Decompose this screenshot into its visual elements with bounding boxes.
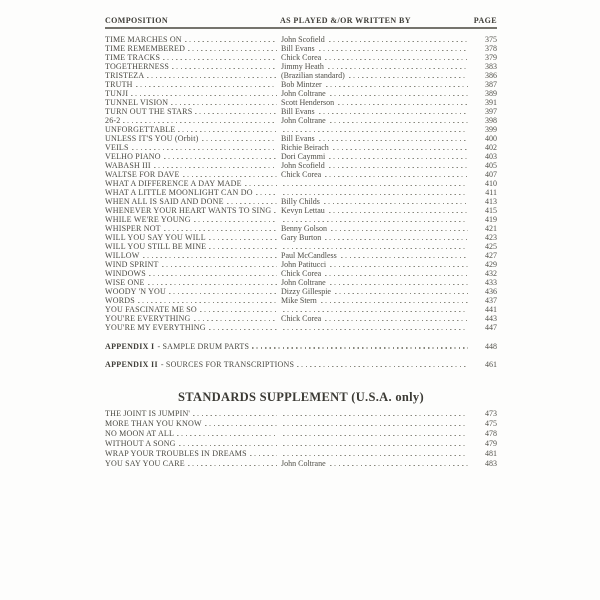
page-number: 429 xyxy=(485,260,497,269)
dot-leader xyxy=(195,113,277,114)
toc-row xyxy=(105,429,497,439)
column-header-played-by: AS PLAYED &/OR WRITTEN BY xyxy=(280,16,411,25)
composition-cell xyxy=(105,251,280,260)
dot-leader xyxy=(330,465,468,466)
dot-leader xyxy=(193,415,277,416)
composition-cell xyxy=(105,215,280,224)
composer-name: Bill Evans xyxy=(281,44,315,53)
dot-leader xyxy=(194,221,277,222)
composer-name: Dori Caymmi xyxy=(281,152,326,161)
page-number: 421 xyxy=(485,224,497,233)
toc-row xyxy=(105,251,497,260)
composition-title: YOU FASCINATE ME SO xyxy=(105,305,197,314)
dot-leader xyxy=(283,221,468,222)
composition-cell xyxy=(105,242,280,251)
dot-leader xyxy=(138,302,277,303)
toc-row xyxy=(105,206,497,215)
toc-row xyxy=(105,107,497,116)
composition-title: TIME MARCHES ON xyxy=(105,35,182,44)
composition-cell xyxy=(105,323,280,332)
composition-title: TOGETHERNESS xyxy=(105,62,170,71)
page-number: 410 xyxy=(485,179,497,188)
appendix-label-bold: APPENDIX II xyxy=(105,360,158,369)
composer-name: Dizzy Gillespie xyxy=(281,287,331,296)
page-number: 415 xyxy=(485,206,497,215)
dot-leader xyxy=(209,239,277,240)
page-number: 375 xyxy=(485,35,497,44)
dot-leader xyxy=(329,158,468,159)
page-number: 425 xyxy=(485,242,497,251)
composer-name: John Scofield xyxy=(281,161,325,170)
composition-cell xyxy=(105,296,280,305)
dot-leader xyxy=(283,435,468,436)
supplement-heading: STANDARDS SUPPLEMENT (U.S.A. only) xyxy=(178,390,424,404)
dot-leader xyxy=(297,366,468,367)
page-number: 478 xyxy=(485,429,497,438)
toc-list xyxy=(105,35,497,332)
dot-leader xyxy=(164,230,277,231)
dot-leader xyxy=(331,230,468,231)
dot-leader xyxy=(325,275,468,276)
dot-leader xyxy=(326,86,468,87)
page-number: 483 xyxy=(485,459,497,468)
page-number: 461 xyxy=(485,360,497,369)
composer-name: Chick Corea xyxy=(281,314,322,323)
dot-leader xyxy=(169,293,277,294)
toc-row xyxy=(105,71,497,80)
dot-leader xyxy=(283,185,468,186)
page-number: 481 xyxy=(485,449,497,458)
composer-name: Mike Stern xyxy=(281,296,317,305)
composition-title: VEILS xyxy=(105,143,129,152)
composer-name: John Coltrane xyxy=(281,278,326,287)
composition-cell xyxy=(105,287,280,296)
dot-leader xyxy=(149,275,277,276)
dot-leader xyxy=(283,425,468,426)
composer-name: John Coltrane xyxy=(281,459,326,468)
composition-title: WOODY 'N YOU xyxy=(105,287,167,296)
supplement-list xyxy=(105,409,497,469)
composer-name: Chick Corea xyxy=(281,269,322,278)
toc-row xyxy=(105,143,497,152)
page-number: 427 xyxy=(485,251,497,260)
composition-cell xyxy=(105,419,280,429)
dot-leader xyxy=(177,435,277,436)
composition-cell xyxy=(105,233,280,242)
composition-title: THE JOINT IS JUMPIN' xyxy=(105,409,191,418)
composition-cell xyxy=(105,269,280,278)
composer-name: Bill Evans xyxy=(281,134,315,143)
toc-row xyxy=(105,323,497,332)
composition-cell xyxy=(105,188,280,197)
composition-title: WALTSE FOR DAVE xyxy=(105,170,180,179)
composition-title: WILL YOU SAY YOU WILL xyxy=(105,233,206,242)
dot-leader xyxy=(205,425,277,426)
toc-row xyxy=(105,439,497,449)
composition-cell xyxy=(105,170,280,179)
composition-title: WHAT A DIFFERENCE A DAY MADE xyxy=(105,179,242,188)
composition-cell xyxy=(105,44,280,53)
composition-title: WIND SPRINT xyxy=(105,260,159,269)
composition-title: WORDS xyxy=(105,296,135,305)
dot-leader xyxy=(330,95,468,96)
composition-title: WILL YOU STILL BE MINE xyxy=(105,242,207,251)
toc-row xyxy=(105,62,497,71)
dot-leader xyxy=(283,415,468,416)
page-number: 397 xyxy=(485,107,497,116)
composition-title: TUNJI xyxy=(105,89,129,98)
toc-row xyxy=(105,314,497,323)
page-number: 413 xyxy=(485,197,497,206)
composition-cell xyxy=(105,197,280,206)
toc-row xyxy=(105,269,497,278)
composer-name: Benny Golson xyxy=(281,224,327,233)
composer-name: Chick Corea xyxy=(281,170,322,179)
dot-leader xyxy=(325,176,468,177)
dot-leader xyxy=(202,140,277,141)
dot-leader xyxy=(132,149,277,150)
composition-cell xyxy=(105,125,280,134)
dot-leader xyxy=(172,68,277,69)
dot-leader xyxy=(171,104,277,105)
composition-title: MORE THAN YOU KNOW xyxy=(105,419,202,428)
appendix-row xyxy=(105,360,497,369)
dot-leader xyxy=(256,194,277,195)
page-number: 403 xyxy=(485,152,497,161)
toc-row xyxy=(105,152,497,161)
composition-title: WILLOW xyxy=(105,251,140,260)
composition-title: WHENEVER YOUR HEART WANTS TO SING xyxy=(105,206,272,215)
appendix-row xyxy=(105,342,497,351)
dot-leader xyxy=(148,284,277,285)
dot-leader xyxy=(188,465,277,466)
composition-title: WABASH III xyxy=(105,161,151,170)
toc-row xyxy=(105,116,497,125)
dot-leader xyxy=(245,185,277,186)
composition-cell xyxy=(105,80,280,89)
dot-leader xyxy=(283,131,468,132)
composer-name: Paul McCandless xyxy=(281,251,337,260)
dot-leader xyxy=(209,248,277,249)
dot-leader xyxy=(252,347,468,348)
page-number: 419 xyxy=(485,215,497,224)
dot-leader xyxy=(163,59,277,60)
toc-row xyxy=(105,44,497,53)
composition-title: WHISPER NOT xyxy=(105,224,161,233)
composer-name: Bill Evans xyxy=(281,107,315,116)
composition-cell xyxy=(105,439,280,449)
table-header xyxy=(105,16,497,25)
page-number: 400 xyxy=(485,134,497,143)
column-header-composition: COMPOSITION xyxy=(105,16,169,25)
dot-leader xyxy=(147,77,277,78)
composer-name: John Scofield xyxy=(281,35,325,44)
composer-name: Billy Childs xyxy=(281,197,320,206)
composition-cell xyxy=(105,89,280,98)
dot-leader xyxy=(338,104,468,105)
supplement-section xyxy=(105,390,497,469)
composition-cell xyxy=(105,143,280,152)
dot-leader xyxy=(325,239,468,240)
dot-leader xyxy=(200,311,277,312)
dot-leader xyxy=(185,41,277,42)
toc-row xyxy=(105,233,497,242)
toc-row xyxy=(105,89,497,98)
composition-title: TIME REMEMBERED xyxy=(105,44,186,53)
page-number: 383 xyxy=(485,62,497,71)
composition-cell xyxy=(105,449,280,459)
composition-cell xyxy=(105,429,280,439)
page-number: 475 xyxy=(485,419,497,428)
dot-leader xyxy=(283,329,468,330)
dot-leader xyxy=(333,149,468,150)
dot-leader xyxy=(325,320,468,321)
page-number: 448 xyxy=(485,341,497,351)
composer-name: Jimmy Heath xyxy=(281,62,324,71)
toc-row xyxy=(105,53,497,62)
appendix-section xyxy=(105,342,497,370)
page-number: 407 xyxy=(485,170,497,179)
composer-name: Bob Mintzer xyxy=(281,80,322,89)
composition-title: TUNNEL VISION xyxy=(105,98,169,107)
toc-row xyxy=(105,224,497,233)
appendix-label-bold: APPENDIX I xyxy=(105,341,155,351)
dot-leader xyxy=(123,122,277,123)
page-number: 432 xyxy=(485,269,497,278)
dot-leader xyxy=(154,167,277,168)
composition-title: WITHOUT A SONG xyxy=(105,439,176,448)
dot-leader xyxy=(227,203,277,204)
page-number: 379 xyxy=(485,53,497,62)
page-number: 436 xyxy=(485,287,497,296)
composition-title: YOU'RE MY EVERYTHING xyxy=(105,323,206,332)
toc-row xyxy=(105,419,497,429)
dot-leader xyxy=(143,257,277,258)
dot-leader xyxy=(324,203,468,204)
toc-row xyxy=(105,449,497,459)
composer-name: (Brazilian standard) xyxy=(281,71,345,80)
toc-row xyxy=(105,134,497,143)
dot-leader xyxy=(325,59,468,60)
composer-name: John Coltrane xyxy=(281,116,326,125)
toc-row xyxy=(105,80,497,89)
composer-name: Richie Beirach xyxy=(281,143,329,152)
dot-leader xyxy=(319,50,468,51)
toc-row xyxy=(105,125,497,134)
composer-name: John Patitucci xyxy=(281,260,327,269)
composition-title: YOU SAY YOU CARE xyxy=(105,459,185,468)
dot-leader xyxy=(136,86,277,87)
dot-leader xyxy=(319,140,468,141)
dot-leader xyxy=(330,266,468,267)
composition-title: WISE ONE xyxy=(105,278,145,287)
composition-title: WRAP YOUR TROUBLES IN DREAMS xyxy=(105,449,247,458)
dot-leader xyxy=(179,445,277,446)
page-number: 399 xyxy=(485,125,497,134)
page-number: 443 xyxy=(485,314,497,323)
page-number: 405 xyxy=(485,161,497,170)
dot-leader xyxy=(330,122,468,123)
dot-leader xyxy=(183,176,277,177)
composer-name: John Coltrane xyxy=(281,89,326,98)
page-number: 423 xyxy=(485,233,497,242)
toc-row xyxy=(105,35,497,44)
dot-leader xyxy=(283,445,468,446)
page-number: 479 xyxy=(485,439,497,448)
composition-title: WHAT A LITTLE MOONLIGHT CAN DO xyxy=(105,188,253,197)
composer-name: Chick Corea xyxy=(281,53,322,62)
page-number: 391 xyxy=(485,98,497,107)
composition-title: WHEN ALL IS SAID AND DONE xyxy=(105,197,224,206)
composition-cell xyxy=(105,62,280,71)
dot-leader xyxy=(178,131,277,132)
composer-name: Gary Burton xyxy=(281,233,322,242)
toc-row xyxy=(105,215,497,224)
composer-name: Kevyn Lettau xyxy=(281,206,325,215)
composition-title: YOU'RE EVERYTHING xyxy=(105,314,191,323)
composition-title: UNFORGETTABLE xyxy=(105,125,176,134)
dot-leader xyxy=(188,50,277,51)
composition-title: TIME TRACKS xyxy=(105,53,161,62)
composition-cell xyxy=(105,305,280,314)
composition-cell xyxy=(105,116,280,125)
dot-leader xyxy=(283,194,468,195)
page-number: 411 xyxy=(485,188,497,197)
dot-leader xyxy=(328,68,468,69)
page-number: 389 xyxy=(485,89,497,98)
page-number: 402 xyxy=(485,143,497,152)
appendix-label-rest: - SOURCES FOR TRANSCRIPTIONS xyxy=(160,360,295,369)
page-number: 378 xyxy=(485,44,497,53)
toc-row xyxy=(105,188,497,197)
dot-leader xyxy=(283,311,468,312)
composition-cell xyxy=(105,134,280,143)
dot-leader xyxy=(131,95,277,96)
composition-cell xyxy=(105,152,280,161)
toc-row xyxy=(105,305,497,314)
dot-leader xyxy=(250,455,277,456)
header-rule xyxy=(105,27,497,29)
composition-title: WINDOWS xyxy=(105,269,146,278)
dot-leader xyxy=(209,329,277,330)
toc-row xyxy=(105,197,497,206)
composition-title: NO MOON AT ALL xyxy=(105,429,175,438)
column-header-page: PAGE xyxy=(473,16,497,25)
dot-leader xyxy=(274,212,278,213)
dot-leader xyxy=(283,248,468,249)
dot-leader xyxy=(329,167,468,168)
dot-leader xyxy=(335,293,468,294)
dot-leader xyxy=(164,158,277,159)
composition-cell xyxy=(105,98,280,107)
dot-leader xyxy=(341,257,468,258)
composition-cell xyxy=(105,161,280,170)
page-number: 398 xyxy=(485,116,497,125)
composition-title: 26-2 xyxy=(105,116,121,125)
page-number: 386 xyxy=(485,71,497,80)
dot-leader xyxy=(329,41,468,42)
composition-title: UNLESS IT'S YOU (Orbit) xyxy=(105,134,199,143)
composition-title: WHILE WE'RE YOUNG xyxy=(105,215,191,224)
toc-row xyxy=(105,242,497,251)
composition-cell xyxy=(105,35,280,44)
page-number: 447 xyxy=(485,323,497,332)
toc-row xyxy=(105,260,497,269)
composition-cell xyxy=(105,107,280,116)
composition-title: VELHO PIANO xyxy=(105,152,161,161)
composition-cell xyxy=(105,179,280,188)
composition-title: TRISTEZA xyxy=(105,71,145,80)
page-number: 387 xyxy=(485,80,497,89)
composition-cell xyxy=(105,278,280,287)
composition-cell xyxy=(105,53,280,62)
composition-cell xyxy=(105,314,280,323)
composition-cell xyxy=(105,459,280,469)
composition-title: TURN OUT THE STARS xyxy=(105,107,193,116)
toc-row xyxy=(105,98,497,107)
dot-leader xyxy=(283,455,468,456)
composition-cell xyxy=(105,224,280,233)
composition-cell xyxy=(105,260,280,269)
toc-row xyxy=(105,409,497,419)
page-number: 433 xyxy=(485,278,497,287)
dot-leader xyxy=(319,113,468,114)
page-number: 441 xyxy=(485,305,497,314)
dot-leader xyxy=(330,284,468,285)
toc-row xyxy=(105,459,497,469)
appendix-label-rest: - SAMPLE DRUM PARTS xyxy=(157,341,250,351)
composition-cell xyxy=(105,409,280,419)
composition-cell xyxy=(105,206,280,215)
toc-row xyxy=(105,170,497,179)
dot-leader xyxy=(329,212,468,213)
toc-row xyxy=(105,179,497,188)
toc-row xyxy=(105,161,497,170)
dot-leader xyxy=(194,320,277,321)
dot-leader xyxy=(349,77,468,78)
page-number: 473 xyxy=(485,409,497,418)
toc-row xyxy=(105,296,497,305)
toc-row xyxy=(105,287,497,296)
page-number: 437 xyxy=(485,296,497,305)
dot-leader xyxy=(162,266,277,267)
composition-title: TRUTH xyxy=(105,80,133,89)
toc-row xyxy=(105,278,497,287)
composer-name: Scott Henderson xyxy=(281,98,335,107)
composition-cell xyxy=(105,71,280,80)
dot-leader xyxy=(321,302,468,303)
